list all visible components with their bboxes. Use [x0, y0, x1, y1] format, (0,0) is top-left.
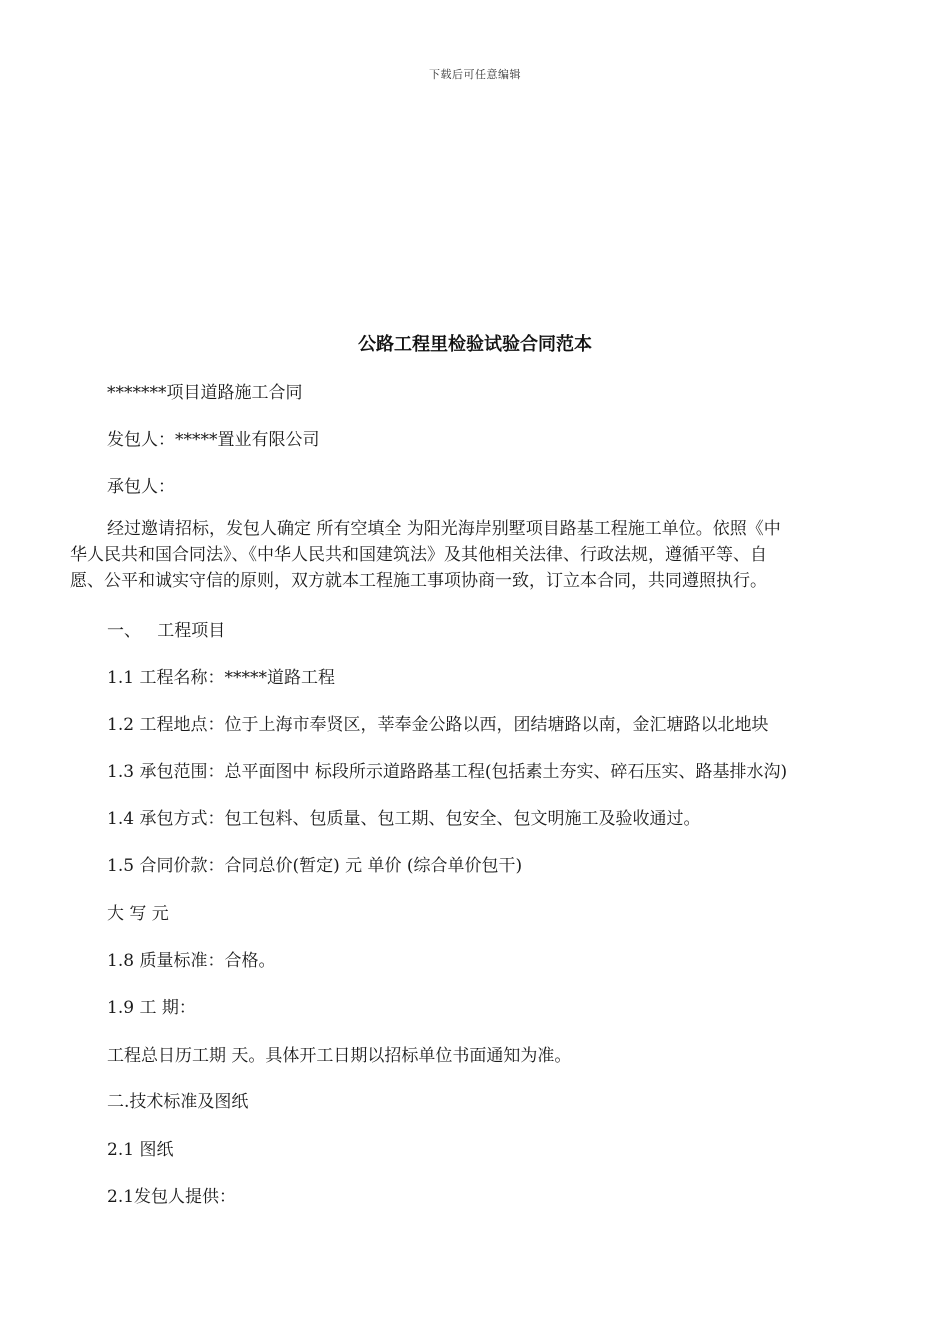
item-1-3: 1.3 承包范围：总平面图中 标段所示道路路基工程(包括素土夯实、碎石压实、路基排水沟) [107, 762, 788, 782]
capital-amount-line: 大 写 元 [107, 904, 169, 924]
item-1-9: 1.9 工 期： [107, 998, 196, 1018]
project-line: *******项目道路施工合同 [107, 383, 303, 403]
item-1-2: 1.2 工程地点：位于上海市奉贤区，莘奉金公路以西，团结塘路以南，金汇塘路以北地块 [107, 715, 769, 735]
section-2-heading: 二.技术标准及图纸 [107, 1092, 249, 1112]
item-2-1: 2.1 图纸 [107, 1140, 174, 1160]
item-1-4: 1.4 承包方式：包工包料、包质量、包工期、包安全、包文明施工及验收通过。 [107, 809, 701, 829]
item-1-5: 1.5 合同价款：合同总价(暂定) 元 单价 (综合单价包干) [107, 856, 523, 876]
item-1-8: 1.8 质量标准：合格。 [107, 951, 276, 971]
intro-line: 愿、公平和诚实守信的原则，双方就本工程施工事项协商一致，订立本合同，共同遵照执行。 [70, 571, 767, 591]
intro-paragraph [70, 516, 882, 594]
item-1-1: 1.1 工程名称：*****道路工程 [107, 668, 335, 688]
contractor-line: 承包人： [107, 477, 175, 497]
section-1-heading: 一、 工程项目 [107, 621, 226, 641]
duration-line: 工程总日历工期 天。具体开工日期以招标单位书面通知为准。 [107, 1046, 572, 1066]
intro-line: 经过邀请招标，发包人确定 所有空填全 为阳光海岸别墅项目路基工程施工单位。依照《中 [107, 519, 781, 539]
header-note: 下载后可任意编辑 [429, 68, 521, 81]
employer-line: 发包人：*****置业有限公司 [107, 430, 320, 450]
document-title: 公路工程里检验试验合同范本 [358, 334, 592, 355]
item-2-1-employer-provides: 2.1发包人提供： [107, 1187, 237, 1207]
intro-line: 华人民共和国合同法》、《中华人民共和国建筑法》及其他相关法律、行政法规，遵循平等、自 [70, 545, 767, 565]
